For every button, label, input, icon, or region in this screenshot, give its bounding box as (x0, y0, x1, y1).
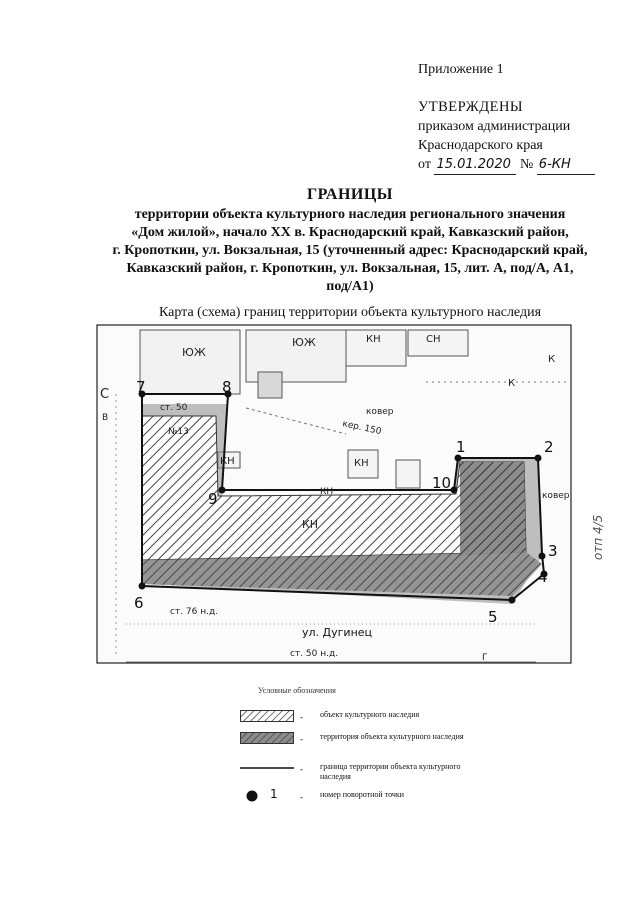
handwritten-date: 15.01.2020 (434, 155, 516, 175)
label-v: В (102, 413, 109, 423)
point-label-8: 8 (222, 378, 232, 396)
label-sn: СН (426, 334, 441, 345)
legend-text-point: номер поворотной точки (320, 790, 405, 799)
legend-hatch-symbol (240, 710, 294, 722)
legend-row-boundary (240, 762, 500, 782)
title-line-3: г. Кропоткин, ул. Вокзальная, 15 (уточненный адрес: Краснодарский край, (112, 243, 588, 258)
label-yuzh-1: ЮЖ (182, 346, 206, 359)
small-building (396, 460, 420, 488)
legend-row-object (240, 710, 500, 730)
legend-line-symbol (240, 762, 294, 774)
object-hatch-dark (460, 462, 526, 556)
label-kover-1: ковер (366, 407, 394, 417)
map-caption: Карта (схема) границ территории объекта культурного наследия (158, 305, 542, 320)
point-label-6: 6 (134, 594, 144, 612)
legend-territory-symbol (240, 732, 294, 744)
label-kn-left: КН (220, 456, 235, 467)
approval-block (418, 98, 595, 175)
legend-text-territory: территория объекта культурного наследия (320, 732, 464, 741)
stair-block (258, 372, 282, 398)
label-st76: ст. 76 н.д. (170, 607, 219, 617)
order-row (418, 155, 595, 175)
legend-dash-1: - (300, 712, 303, 722)
label-st50-bottom: ст. 50 н.д. (290, 649, 339, 659)
label-kover-2: ковер (542, 491, 570, 501)
turning-point-2 (535, 455, 542, 462)
side-note-text: отп 4/5 (591, 514, 605, 560)
label-k-2: К (548, 354, 556, 365)
turning-point-6 (139, 583, 146, 590)
point-label-7: 7 (136, 378, 146, 396)
point-label-9: 9 (208, 490, 218, 508)
point-label-2: 2 (544, 438, 554, 456)
legend-dot-symbol (240, 790, 264, 804)
handwritten-number: 6-КН (537, 155, 595, 175)
turning-point-3 (539, 553, 546, 560)
label-k-1: К (508, 378, 516, 389)
point-label-4: 4 (538, 568, 548, 586)
title-line-4: Кавказский район, г. Кропоткин, ул. Вокзальная, 15, лит. А, под/А, А1, (126, 261, 574, 276)
label-st50-top: ст. 50 (160, 403, 188, 413)
side-handwritten-note (591, 514, 625, 610)
approved-heading: УТВЕРЖДЕНЫ (418, 99, 524, 115)
point-label-10: 10 (432, 474, 452, 492)
label-g: Г (482, 653, 488, 663)
boundary-map (96, 324, 572, 664)
approved-line-1: приказом администрации (418, 119, 571, 134)
legend (240, 686, 480, 806)
legend-title: Условные обозначения (258, 686, 336, 695)
legend-dash-2: - (300, 734, 303, 744)
point-label-5: 5 (488, 608, 498, 626)
turning-point-9 (219, 487, 226, 494)
from-label: от (418, 157, 431, 172)
turning-point-10 (451, 487, 458, 494)
legend-row-point (240, 787, 500, 810)
legend-dash-3: - (300, 764, 303, 774)
approved-line-2: Краснодарского края (418, 138, 543, 153)
map-svg (96, 324, 572, 664)
label-s: С (100, 387, 110, 402)
appendix-label: Приложение 1 (418, 62, 504, 77)
label-n13: №13 (168, 427, 189, 437)
turning-point-5 (509, 597, 516, 604)
label-kn-top: КН (366, 334, 381, 345)
legend-dash-4: - (300, 792, 303, 802)
legend-text-object: объект культурного наследия (320, 710, 420, 719)
legend-point-example: 1 (270, 787, 278, 801)
legend-row-territory (240, 732, 500, 752)
title-line-1: территории объекта культурного наследия регионального значения (134, 207, 566, 222)
label-street: ул. Дугинец (302, 626, 373, 639)
title-line-5: под/А1) (326, 279, 374, 294)
title-main: ГРАНИЦЫ (306, 186, 393, 203)
point-label-3: 3 (548, 542, 558, 560)
legend-text-boundary: граница территории объекта культурного наследия (320, 762, 461, 781)
label-kn-mid: КН (354, 458, 369, 469)
number-label: № (519, 157, 534, 172)
point-label-1: 1 (456, 438, 466, 456)
label-kn-main: КН (302, 518, 319, 531)
document-title (70, 186, 630, 296)
label-kn-small: КН (320, 487, 334, 497)
label-yuzh-2: ЮЖ (292, 336, 316, 349)
label-ker150: кер. 150 (341, 419, 383, 438)
title-line-2: «Дом жилой», начало XX в. Краснодарский край, Кавказский район, (131, 225, 569, 240)
